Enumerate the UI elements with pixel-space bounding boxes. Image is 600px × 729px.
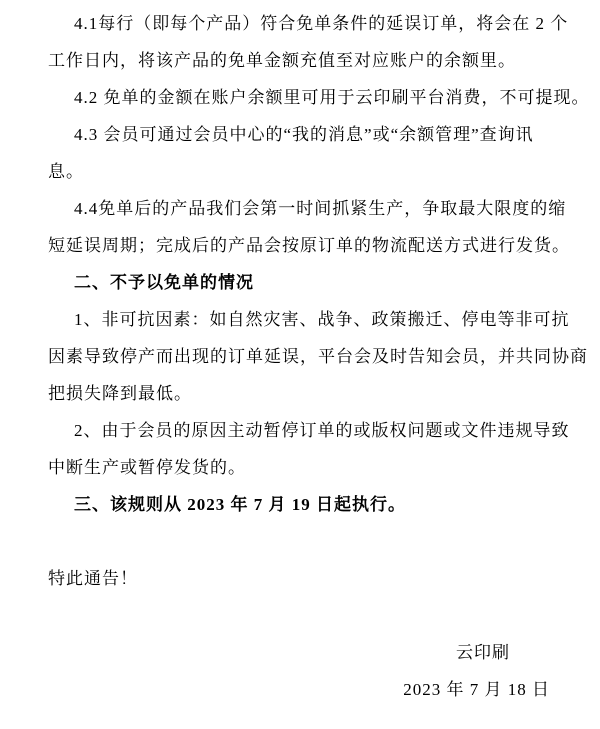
clause-4-3-line-1: 4.3 会员可通过会员中心的“我的消息”或“余额管理”查询讯 bbox=[74, 125, 534, 144]
section-2-heading: 二、不予以免单的情况 bbox=[74, 273, 254, 292]
section-2-item-1-line-2: 因素导致停产而出现的订单延误，平台会及时告知会员，并共同协商 bbox=[48, 347, 588, 366]
issue-date: 2023 年 7 月 18 日 bbox=[403, 680, 550, 699]
section-2-item-2-line-1: 2、由于会员的原因主动暂停订单的或版权问题或文件违规导致 bbox=[74, 421, 570, 440]
clause-4-3-line-2: 息。 bbox=[48, 162, 84, 181]
signature: 云印刷 bbox=[456, 643, 510, 662]
clause-4-4-line-2: 短延误周期；完成后的产品会按原订单的物流配送方式进行发货。 bbox=[48, 236, 570, 255]
blank-line bbox=[48, 597, 560, 634]
section-2-item-2-line-2: 中断生产或暂停发货的。 bbox=[48, 458, 246, 477]
clause-4-1-line-1: 4.1每行（即每个产品）符合免单条件的延误订单，将会在 2 个 bbox=[74, 14, 569, 33]
clause-4-2: 4.2 免单的金额在账户余额里可用于云印刷平台消费，不可提现。 bbox=[74, 88, 590, 107]
blank-line bbox=[48, 523, 560, 560]
clause-4-4-line-1: 4.4免单后的产品我们会第一时间抓紧生产，争取最大限度的缩 bbox=[74, 199, 567, 218]
clause-4-1-line-2: 工作日内，将该产品的免单金额充值至对应账户的余额里。 bbox=[48, 51, 516, 70]
section-2-item-1-line-1: 1、非可抗因素：如自然灾害、战争、政策搬迁、停电等非可抗 bbox=[74, 310, 570, 329]
closing-notice: 特此通告！ bbox=[48, 569, 138, 588]
section-3-effective-date: 三、该规则从 2023 年 7 月 19 日起执行。 bbox=[74, 495, 406, 514]
section-2-item-1-line-3: 把损失降到最低。 bbox=[48, 384, 192, 403]
